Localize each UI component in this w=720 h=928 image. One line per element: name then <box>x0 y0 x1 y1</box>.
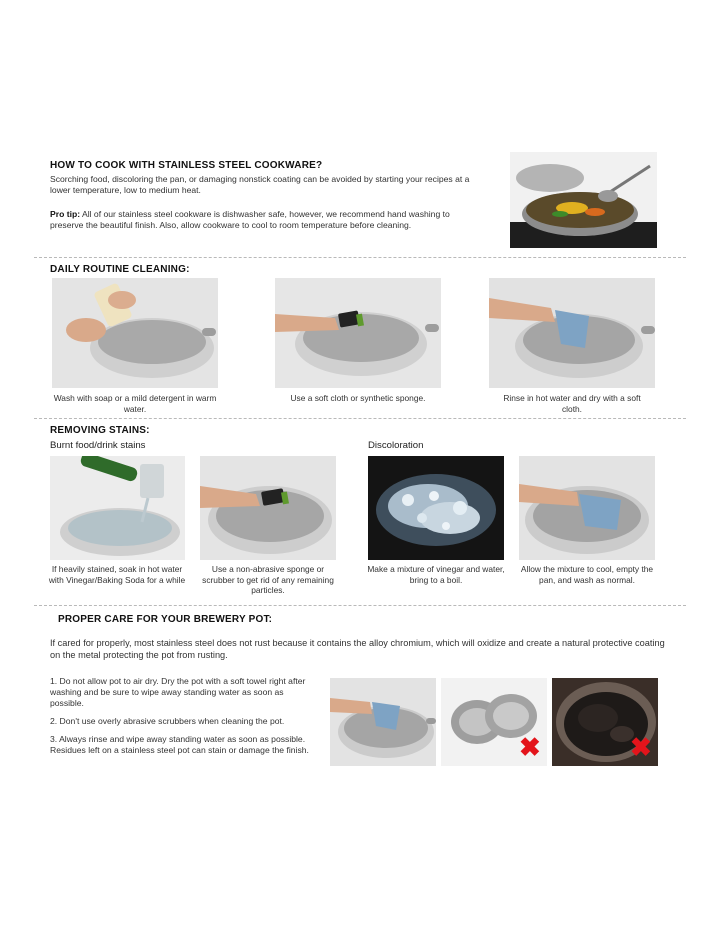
daily-caption-1: Wash with soap or a mild detergent in warm water. <box>53 393 217 414</box>
stain-caption-4: Allow the mixture to cool, empty the pan, and wash as normal. <box>520 564 654 585</box>
rinse-dry-photo <box>489 278 655 388</box>
intro-paragraph: Scorching food, discoloring the pan, or damaging nonstick coating can be avoided by starting your recipes at a lower temperature, low to medium heat. <box>50 174 470 195</box>
divider-3 <box>34 605 686 606</box>
care-list <box>50 676 312 763</box>
care-item-1: 1. Do not allow pot to air dry. Dry the pot with a soft towel right after washing and be sure to wipe away standing water as soon as possible. <box>50 676 306 708</box>
care-item-3: 3. Always rinse and wipe away standing water as soon as possible. Residues left on a stainless steel pot can stain or damage the finish. <box>50 734 309 755</box>
cross-icon: ✖ <box>519 732 541 762</box>
wash-soap-photo <box>52 278 218 388</box>
pro-tip <box>50 209 475 231</box>
care-item-2: 2. Don't use overly abrasive scrubbers when cleaning the pot. <box>50 716 285 726</box>
abrasive-scrubber-photo <box>441 678 547 766</box>
towel-dry-pot-photo <box>330 678 436 766</box>
wok-cooking-photo <box>510 152 657 248</box>
care-paragraph: If cared for properly, most stainless steel does not rust because it contains the alloy chromium, which will oxidize and create a natural protective coating on the metal protecting the pot from rusting. <box>50 638 665 660</box>
burnt-pot-photo <box>552 678 658 766</box>
pro-tip-label: Pro tip: <box>50 209 81 219</box>
soft-sponge-photo <box>275 278 441 388</box>
intro-title: HOW TO COOK WITH STAINLESS STEEL COOKWARE? <box>50 160 323 171</box>
stain-caption-2: Use a non-abrasive sponge or scrubber to get rid of any remaining particles. <box>202 564 334 595</box>
daily-title: DAILY ROUTINE CLEANING: <box>50 264 190 275</box>
non-abrasive-sponge-photo <box>200 456 336 560</box>
boiling-water-photo <box>368 456 504 560</box>
stains-title: REMOVING STAINS: <box>50 425 150 436</box>
soak-vinegar-photo <box>50 456 185 560</box>
pro-tip-text: All of our stainless steel cookware is dishwasher safe, however, we recommend hand washing to preserve the beautiful finish. Also, allow cookware to cool to room temperature before cleaning. <box>50 209 450 230</box>
daily-caption-3: Rinse in hot water and dry with a soft cloth. <box>503 393 641 414</box>
divider-2 <box>34 418 686 419</box>
daily-caption-2: Use a soft cloth or synthetic sponge. <box>290 393 426 403</box>
cross-icon: ✖ <box>630 732 652 762</box>
stain-caption-3: Make a mixture of vinegar and water, bring to a boil. <box>367 564 505 585</box>
stain-caption-1: If heavily stained, soak in hot water with Vinegar/Baking Soda for a while <box>48 564 186 585</box>
discoloration-label: Discoloration <box>368 440 424 451</box>
burnt-label: Burnt food/drink stains <box>50 440 146 451</box>
wash-as-normal-photo <box>519 456 655 560</box>
divider-1 <box>34 257 686 258</box>
care-title: PROPER CARE FOR YOUR BREWERY POT: <box>58 614 273 625</box>
